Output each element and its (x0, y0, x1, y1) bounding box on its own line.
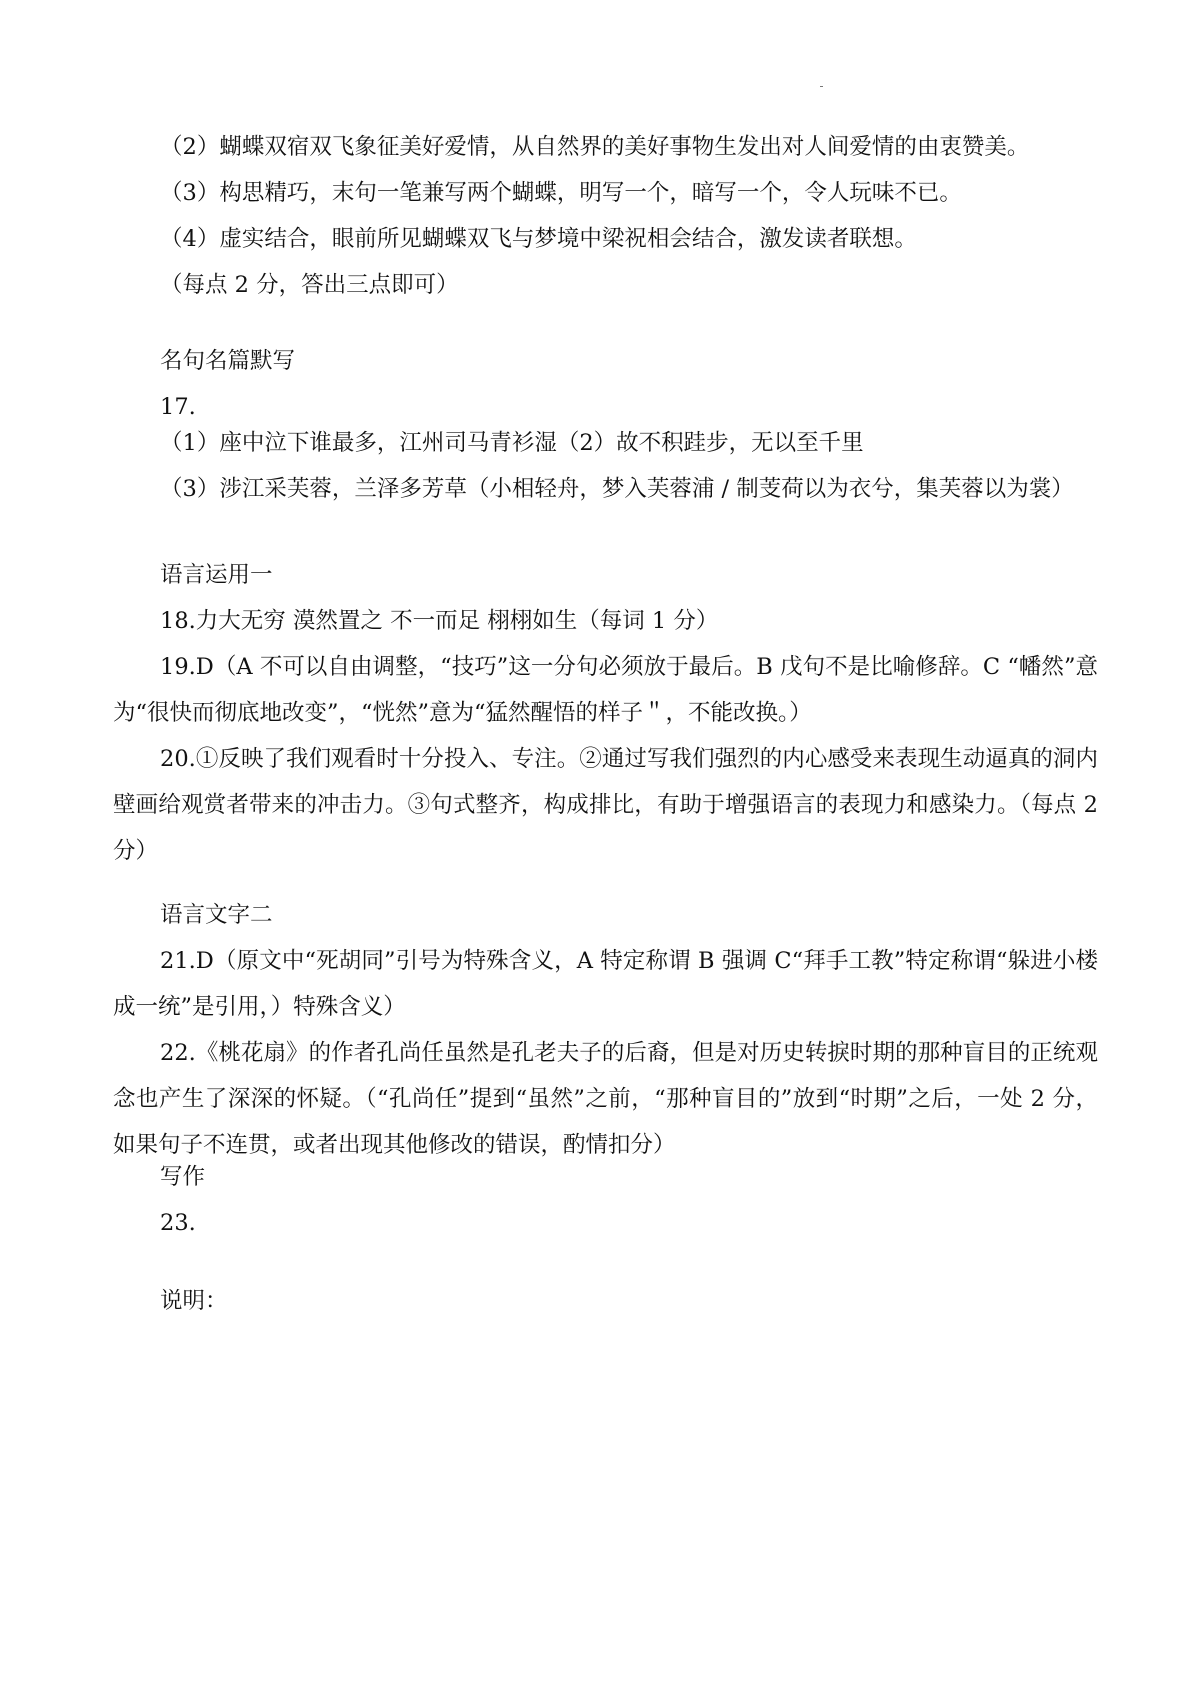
answer-17-line2: （3）涉江采芙蓉，兰泽多芳草（小相轻舟，梦入芙蓉浦 / 制芰荷以为衣兮，集芙蓉以为裳） (160, 476, 1074, 502)
section-heading-language2: 语言文字二 (160, 902, 273, 928)
answer-21: 21.D（原文中“死胡同”引号为特殊含义，A 特定称谓 B 强调 C“拜手工教”特定称谓“躲进小楼成一统”是引用，）特殊含义） (113, 948, 1098, 1020)
answer-20: 20.①反映了我们观看时十分投入、专注。②通过写我们强烈的内心感受来表现生动逼真的洞内壁画给观赏者带来的冲击力。③句式整齐，构成排比，有助于增强语言的表现力和感染力。（每点 2 分） (113, 746, 1098, 864)
question-number-23: 23. (160, 1210, 196, 1236)
answer-point-4: （4）虚实结合，眼前所见蝴蝶双飞与梦境中梁祝相会结合，激发读者联想。 (160, 226, 917, 252)
answer-point-3: （3）构思精巧，末句一笔兼写两个蝴蝶，明写一个，暗写一个，令人玩味不已。 (160, 180, 962, 206)
answer-22: 22.《桃花扇》的作者孔尚任虽然是孔老夫子的后裔，但是对历史转捩时期的那种盲目的正统观念也产生了深深的怀疑。（“孔尚任”提到“虽然”之前，“那种盲目的”放到“时期”之后，一处 2 分，如果句子不连贯，或者出现其他修改的错误，酌情扣分） (113, 1040, 1098, 1158)
section-heading-recitation: 名句名篇默写 (160, 348, 296, 374)
question-number-17: 17. (160, 394, 196, 420)
scoring-note: （每点 2 分，答出三点即可） (160, 272, 459, 298)
answer-point-2: （2）蝴蝶双宿双飞象征美好爱情，从自然界的美好事物生发出对人间爱情的由衷赞美。 (160, 134, 1030, 160)
answer-19: 19.D（A 不可以自由调整，“技巧”这一分句必须放于最后。B 戊句不是比喻修辞。C “幡然”意为“很快而彻底地改变”，“恍然”意为“猛然醒悟的样子＂，不能改换。） (113, 654, 1098, 726)
scan-speck (820, 86, 823, 87)
section-heading-writing: 写作 (160, 1164, 206, 1190)
section-heading-language1: 语言运用一 (160, 562, 273, 588)
answer-17-line1: （1）座中泣下谁最多，江州司马青衫湿（2）故不积跬步，无以至千里 (160, 430, 864, 456)
writing-note-label: 说明： (160, 1288, 228, 1314)
answer-18: 18.力大无穷 漠然置之 不一而足 栩栩如生（每词 1 分） (160, 608, 719, 634)
